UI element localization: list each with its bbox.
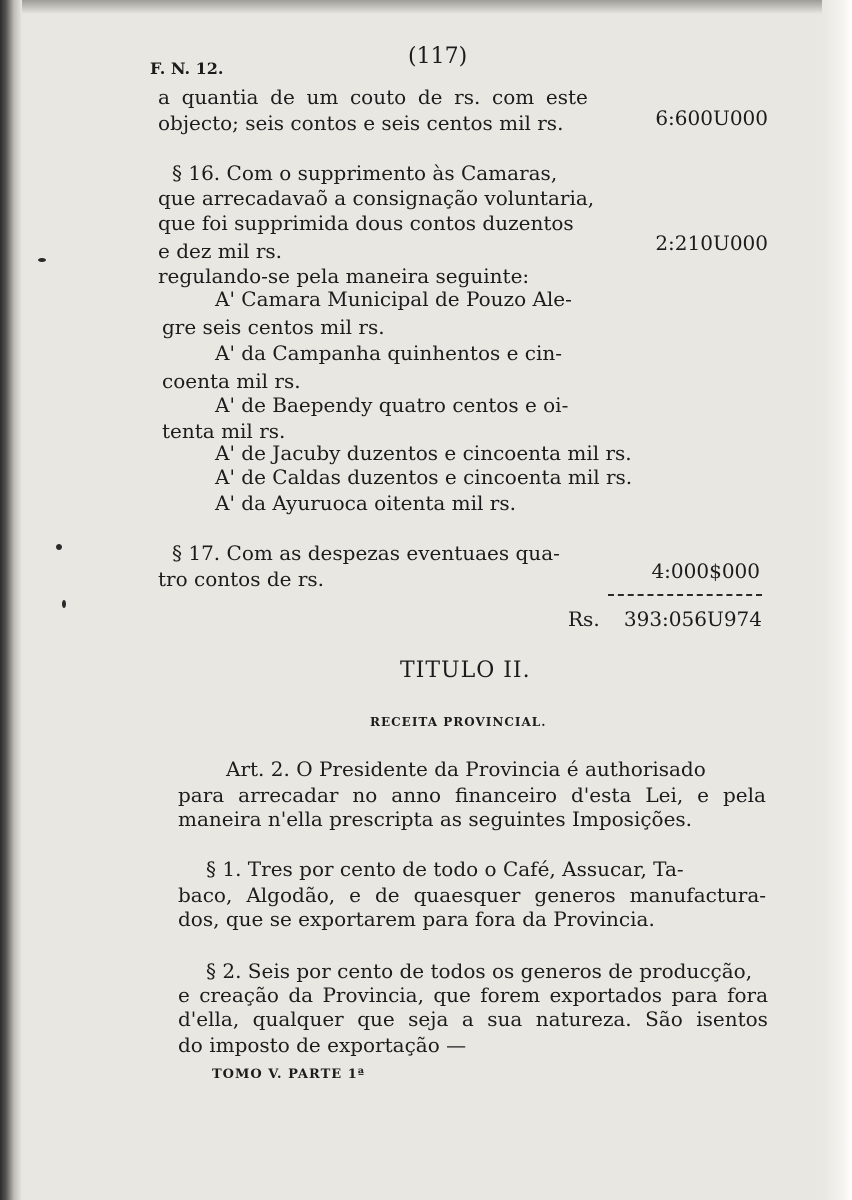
art-2-line-3: maneira n'ella prescripta as seguintes Imposições. — [178, 807, 693, 831]
list-item: A' de Caldas duzentos e cincoenta mil rs. — [215, 465, 633, 489]
page-top-edge — [0, 0, 852, 14]
list-item: A' Camara Municipal de Pouzo Ale- — [215, 287, 572, 311]
list-item: A' da Ayuruoca oitenta mil rs. — [215, 491, 516, 515]
para-15-amount: 6:600U000 — [655, 106, 768, 130]
para-16-line-3: que foi supprimida dous contos duzentos — [158, 211, 574, 235]
para-16-amount: 2:210U000 — [655, 231, 768, 255]
para-15-line-1: a quantia de um couto de rs. com este — [158, 85, 588, 109]
section-subtitle: RECEITA PROVINCIAL. — [370, 715, 547, 729]
s2-line-3: d'ella, qualquer que seja a sua natureza. São isentos — [178, 1007, 768, 1031]
footer-signature: TOMO V. PARTE 1ª — [212, 1067, 366, 1082]
para-16-line-4: e dez mil rs. — [158, 239, 283, 263]
ink-spot — [56, 544, 62, 550]
header-signature: F. N. 12. — [150, 59, 224, 78]
page-right-edge — [822, 0, 852, 1200]
list-item: tenta mil rs. — [162, 419, 286, 443]
list-item: gre seis centos mil rs. — [162, 315, 385, 339]
s1-line-3: dos, que se exportarem para fora da Provincia. — [178, 907, 655, 931]
art-2-line-2: para arrecadar no anno financeiro d'esta Lei, e pela — [178, 783, 766, 807]
para-16-line-1: § 16. Com o supprimento às Camaras, — [172, 161, 558, 185]
list-item: A' de Baependy quatro centos e oi- — [215, 393, 569, 417]
s1-line-1: § 1. Tres por cento de todo o Café, Assucar, Ta- — [206, 857, 684, 881]
s2-line-4: do imposto de exportação — — [178, 1033, 467, 1057]
ink-spot — [38, 258, 46, 262]
sum-rule — [608, 594, 762, 596]
section-title: TITULO II. — [400, 658, 531, 683]
para-16-line-5: regulando-se pela maneira seguinte: — [158, 264, 530, 288]
book-binding-edge — [0, 0, 22, 1200]
list-item: A' de Jacuby duzentos e cincoenta mil rs. — [215, 441, 632, 465]
s2-line-2: e creação da Provincia, que forem exportados para fora — [178, 983, 768, 1007]
s1-line-2: baco, Algodão, e de quaesquer generos manufactura- — [178, 883, 766, 907]
page-number: (117) — [408, 44, 468, 69]
para-17-line-1: § 17. Com as despezas eventuaes qua- — [172, 541, 560, 565]
total-amount: 393:056U974 — [623, 607, 762, 631]
list-item: A' da Campanha quinhentos e cin- — [215, 341, 563, 365]
para-16-line-2: que arrecadavaõ a consignação voluntaria, — [158, 186, 595, 210]
s2-line-1: § 2. Seis por cento de todos os generos de producção, — [206, 959, 753, 983]
para-15-line-2: objecto; seis contos e seis centos mil rs. — [158, 111, 564, 135]
ink-spot — [62, 600, 66, 608]
list-item: coenta mil rs. — [162, 369, 301, 393]
total-label: Rs. — [568, 607, 600, 631]
art-2-line-1: Art. 2. O Presidente da Provincia é authorisado — [226, 757, 706, 781]
para-17-line-2: tro contos de rs. — [158, 567, 324, 591]
para-17-amount: 4:000$000 — [651, 559, 760, 583]
